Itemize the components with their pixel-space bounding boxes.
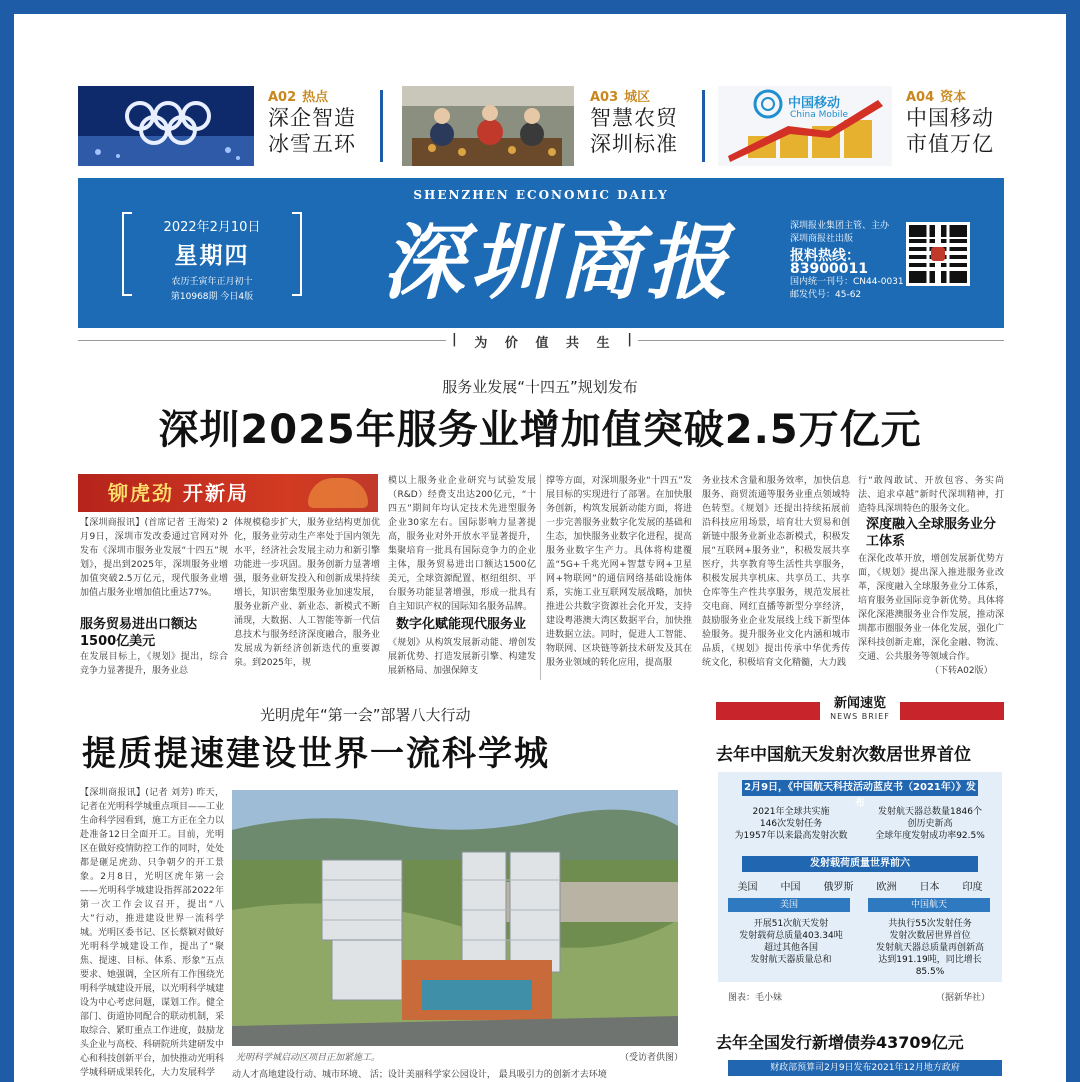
news-brief-label	[820, 696, 900, 726]
divider	[380, 90, 383, 162]
country: 中国	[780, 882, 801, 893]
info-cell	[864, 918, 996, 978]
country: 印度	[962, 882, 983, 893]
teaser-page: A04	[906, 90, 935, 105]
story1-headline[interactable]: 深圳2025年服务业增加值突破2.5万亿元	[158, 407, 922, 453]
slogan-char: 值	[535, 336, 549, 351]
info-band: 2月9日，《中国航天科技活动蓝皮书（2021年）》发布	[742, 780, 978, 796]
teaser-line: 市值万亿	[906, 132, 994, 156]
story2-col1: 【深圳商报讯】(记者 刘芳) 昨天，记者在光明科学城重点项目——工业生命科学园看到，施工方正在全力以赴准备12日全面开工。目前，光明区在做好疫情防控工作的同时，处处都是砸足虎劲、只争朝夕的开工景象。2月8日，光明区虎年第一会——光明科学城建设指挥部2022年第一次工作会议召开，提出“八大”行动，推进建设世界一流科学城。光明区委书记、区长蔡颖对做好光明科学城建设工作，提出了“聚焦、提速、目标、体系、形象”五点要求、她强调，全区所有工作围绕光明科学城建设开展，以光明科学城建设为中心考虑问题，谋划工作。健全部门、街道协同配合的联动机制，采取综合、紧盯重点工作进度，鼓励龙头企业与高校、科研院所共建研发中心和科技创新平台，加快推动光明科学城科研成果转化，大力发展科学	[80, 788, 224, 1078]
country: 欧洲	[876, 882, 897, 893]
news-brief-title: 新闻速览	[833, 696, 886, 711]
info-cell	[726, 918, 856, 966]
brief-headline[interactable]: 去年全国发行新增债券43709亿元	[716, 1033, 964, 1052]
olympic-rings-photo[interactable]	[78, 86, 254, 166]
info-text: 共执行55次发射任务	[888, 919, 972, 929]
slogan-char: 为	[474, 336, 488, 351]
info-text: 发射航天器总数量1846个	[878, 807, 982, 817]
photo-caption: 光明科学城启动区项目正加紧施工。	[236, 1053, 381, 1063]
cn-number: 国内统一刊号：CN44-0031	[790, 277, 904, 287]
teaser-strip	[78, 86, 1004, 168]
slogan: | 为 价 值 共 生 |	[452, 332, 632, 351]
info-text: 开展51次航天发射	[753, 919, 829, 929]
teaser-line: 深圳标准	[590, 132, 678, 156]
china-mobile-logo: 中国移动	[788, 96, 841, 111]
divider	[702, 90, 705, 162]
slogan-char: 生	[596, 336, 610, 351]
info-sub: 中国航天	[868, 898, 990, 912]
teaser-section: 资本	[940, 90, 967, 105]
story1-col2: 体规模稳步扩大，服务业结构更加优化，服务业劳动生产率处于国内领先水平，经济社会发展主动力和新引擎功能进一步巩固。服务创新力显著增强，服务业研发投入和创新成果持续增长，知识密集型服务业加速发展，服务业新产业、新业态、新模式不断涌现，大数据、人工智能等新一代信息技术与服务经济深度融合，服务业发展成为新经济创新迭代的重要源泉。到2025年，规	[234, 518, 380, 668]
china-mobile-photo[interactable]	[718, 86, 892, 166]
tiger-banner	[78, 474, 378, 512]
publisher-info	[790, 220, 910, 302]
info-text: 发射航天器总质量再创新高	[875, 943, 984, 953]
info-text: 创历史新高	[907, 819, 953, 829]
info-text: 全球年度发射成功率92.5%	[875, 831, 985, 841]
slogan-char: 价	[504, 336, 518, 351]
post-code: 邮发代号：45-62	[790, 290, 862, 300]
masthead-title: 深圳商报	[382, 215, 734, 311]
chart-credit: 图表：毛小妹	[728, 993, 783, 1003]
brief-headline[interactable]: 去年中国航天发射次数居世界首位	[716, 745, 971, 765]
story1-col3: 模以上服务业企业研究与试验发展（R&D）经费支出达200亿元，“十四五”期间年均认定技术先进型服务企业30家左右。国际影响力显著提高，服务业对外开放水平显著提升，集聚培育一批具有国际竞争力的企业主体，服务贸易进出口额达1500亿美元，全球资源配置、枢纽组织、平台服务功能显著增强，形成一批具有自主知识产权的国际知名服务品牌。	[388, 476, 536, 612]
chart-source: （据新华社）	[936, 993, 991, 1003]
masthead	[78, 178, 1004, 328]
country: 美国	[737, 882, 758, 893]
masthead-en-title: SHENZHEN ECONOMIC DAILY	[413, 188, 669, 202]
science-city-photo[interactable]	[232, 790, 678, 1046]
teaser-line: 智慧农贸	[590, 106, 678, 130]
teaser-1[interactable]	[268, 86, 378, 157]
issue-date: 2022年2月10日	[163, 220, 261, 235]
story2-headline[interactable]: 提质提速建设世界一流科学城	[82, 734, 550, 774]
column-rule	[540, 474, 541, 680]
date-box	[122, 212, 302, 302]
space-infographic	[718, 772, 1002, 982]
country: 俄罗斯	[823, 882, 854, 893]
hotline: 报料热线：83900011	[790, 248, 868, 277]
teaser-section: 城区	[624, 90, 651, 105]
info-text: 发射次数居世界首位	[889, 931, 971, 941]
info-cell	[864, 806, 996, 842]
photo-credit: （受访者供图）	[620, 1053, 684, 1063]
china-mobile-logo-en: China Mobile	[790, 110, 849, 120]
info-sub: 美国	[728, 898, 850, 912]
market-photo[interactable]	[402, 86, 574, 166]
story2-kicker: 光明虎年“第一会”部署八大行动	[260, 706, 471, 724]
story1-subhead: 深度融入全球服务业分工体系	[866, 517, 997, 549]
tiger-icon	[308, 478, 368, 508]
slogan-char: 共	[566, 336, 580, 351]
story1-subhead: 数字化赋能现代服务业	[396, 617, 527, 632]
publisher-line: 深圳报业集团主管、主办	[790, 221, 890, 231]
teaser-page: A02	[268, 90, 297, 105]
teaser-2[interactable]	[590, 86, 700, 157]
story1-col1: 【深圳商报讯】(首席记者 王海荣) 2月9日，深圳市发改委通过官网对外发布《深圳市服务业发展“十四五”规划》，提出到2025年，深圳服务业增加值突破2.5万亿元，现代服务业增加值占服务业增加值比重达77%。	[80, 518, 228, 598]
teaser-line: 深企智造	[268, 106, 356, 130]
publisher-line: 深圳商报社出版	[790, 234, 854, 244]
story1-turn[interactable]: （下转A02版）	[930, 666, 993, 676]
info-text: 达到191.19吨，同比增长85.5%	[878, 955, 982, 977]
banner-text: 开新局	[182, 481, 249, 505]
story1-col3b: 《规划》从构筑发展新动能、增创发展新优势、打造发展新引擎、构建发展新格局、加强保障支	[388, 638, 536, 676]
story1-col1b: 在发展目标上，《规划》提出，综合竞争力显著提升，服务业总	[80, 652, 228, 676]
info-band: 财政部预算司2月9日发布2021年12月地方政府	[728, 1060, 1002, 1076]
story2-bottom: 动人才高地建设行动、城市环境、 活；设计美丽科学家公园设计， 最具吸引力的创新才去环境	[232, 1070, 607, 1080]
news-brief-en: NEWS BRIEF	[830, 712, 890, 721]
banner-text: 铆虎劲	[108, 481, 174, 505]
info-text: 2021年全球共实施	[752, 807, 830, 817]
country: 日本	[919, 882, 940, 893]
teaser-page: A03	[590, 90, 619, 105]
info-cell	[726, 806, 856, 842]
info-text: 146次发射任务	[759, 819, 823, 829]
country-row	[726, 878, 994, 893]
story1-col6: 行“敢闯敢试、开放包容、务实尚法、追求卓越”新时代深圳精神，打造特具深圳特色的服务文化。	[858, 476, 1004, 514]
teaser-3[interactable]	[906, 86, 1006, 157]
lunar-date: 农历壬寅年正月初十	[171, 277, 253, 287]
story1-kicker: 服务业发展“十四五”规划发布	[442, 378, 638, 396]
teaser-section: 热点	[302, 90, 329, 105]
story1-col6b: 在深化改革开放，增创发展新优势方面，《规划》提出深入推进服务业改革，深度融入全球服务业分工体系，培育服务业国际竞争新优势。具体将深化深港澳服务业合作发展，推动深圳都市圈服务业一体化发展，强化广深科技创新走廊，深化金融、物流、交通、公共服务等领域合作。	[858, 554, 1004, 662]
info-band: 发射载荷质量世界前六	[742, 856, 978, 872]
qr-code-icon[interactable]	[906, 222, 970, 286]
issue-number: 第10968期 今日4版	[170, 292, 254, 302]
info-text: 发射航天器质量总和	[750, 955, 832, 965]
story1-col5: 务业技术含量和服务效率，加快信息服务、商贸流通等服务业重点领域特色转型。《规划》还提出持续拓展前沿科技应用场景，培育壮大贸易和创新链中服务业新业态新模式，积极发展“互联网+服务业”，积极发展共享医疗，共享教育等生活性共享服务，积极发展共享机床、共享员工、共享仓库等生产性共享服务，规范发展社交电商、网红直播等新型分享经济，鼓励服务业企业发展线上线下新型体验服务。提升服务业文化内涵和城市品质，《规划》提出传承中华优秀传统文化，积极培育文化精髓，大力践	[702, 476, 850, 668]
teaser-line: 冰雪五环	[268, 132, 356, 156]
story1-col4: 撑等方面，对深圳服务业“十四五”发展目标的实现进行了部署。在加快服务创新，构筑发展新动能方面，将进一步完善服务业数字化发展的基础和生态，加快服务业数字化进程，提高服务业数字生产力。具体将构建覆盖“5G+千兆光网+智慧专网+卫星网+物联网”的通信网络基础设施体系，实施工业互联网发展战略，加快推进公共数字资源社会化开发，支持建设粤港澳大湾区数据平台，加快推进数据立法。同时，促进人工智能、物联网、区块链等新技术研发及其在服务业领域的转化应用，提高服	[546, 476, 692, 668]
teaser-line: 中国移动	[906, 106, 994, 130]
issue-weekday: 星期四	[174, 243, 250, 269]
info-text: 发射载荷总质量403.34吨	[739, 931, 843, 941]
story1-subhead: 服务贸易进出口额达1500亿美元	[80, 617, 198, 649]
info-text: 为1957年以来最高发射次数	[734, 831, 848, 841]
info-text: 超过其他各国	[763, 943, 818, 953]
